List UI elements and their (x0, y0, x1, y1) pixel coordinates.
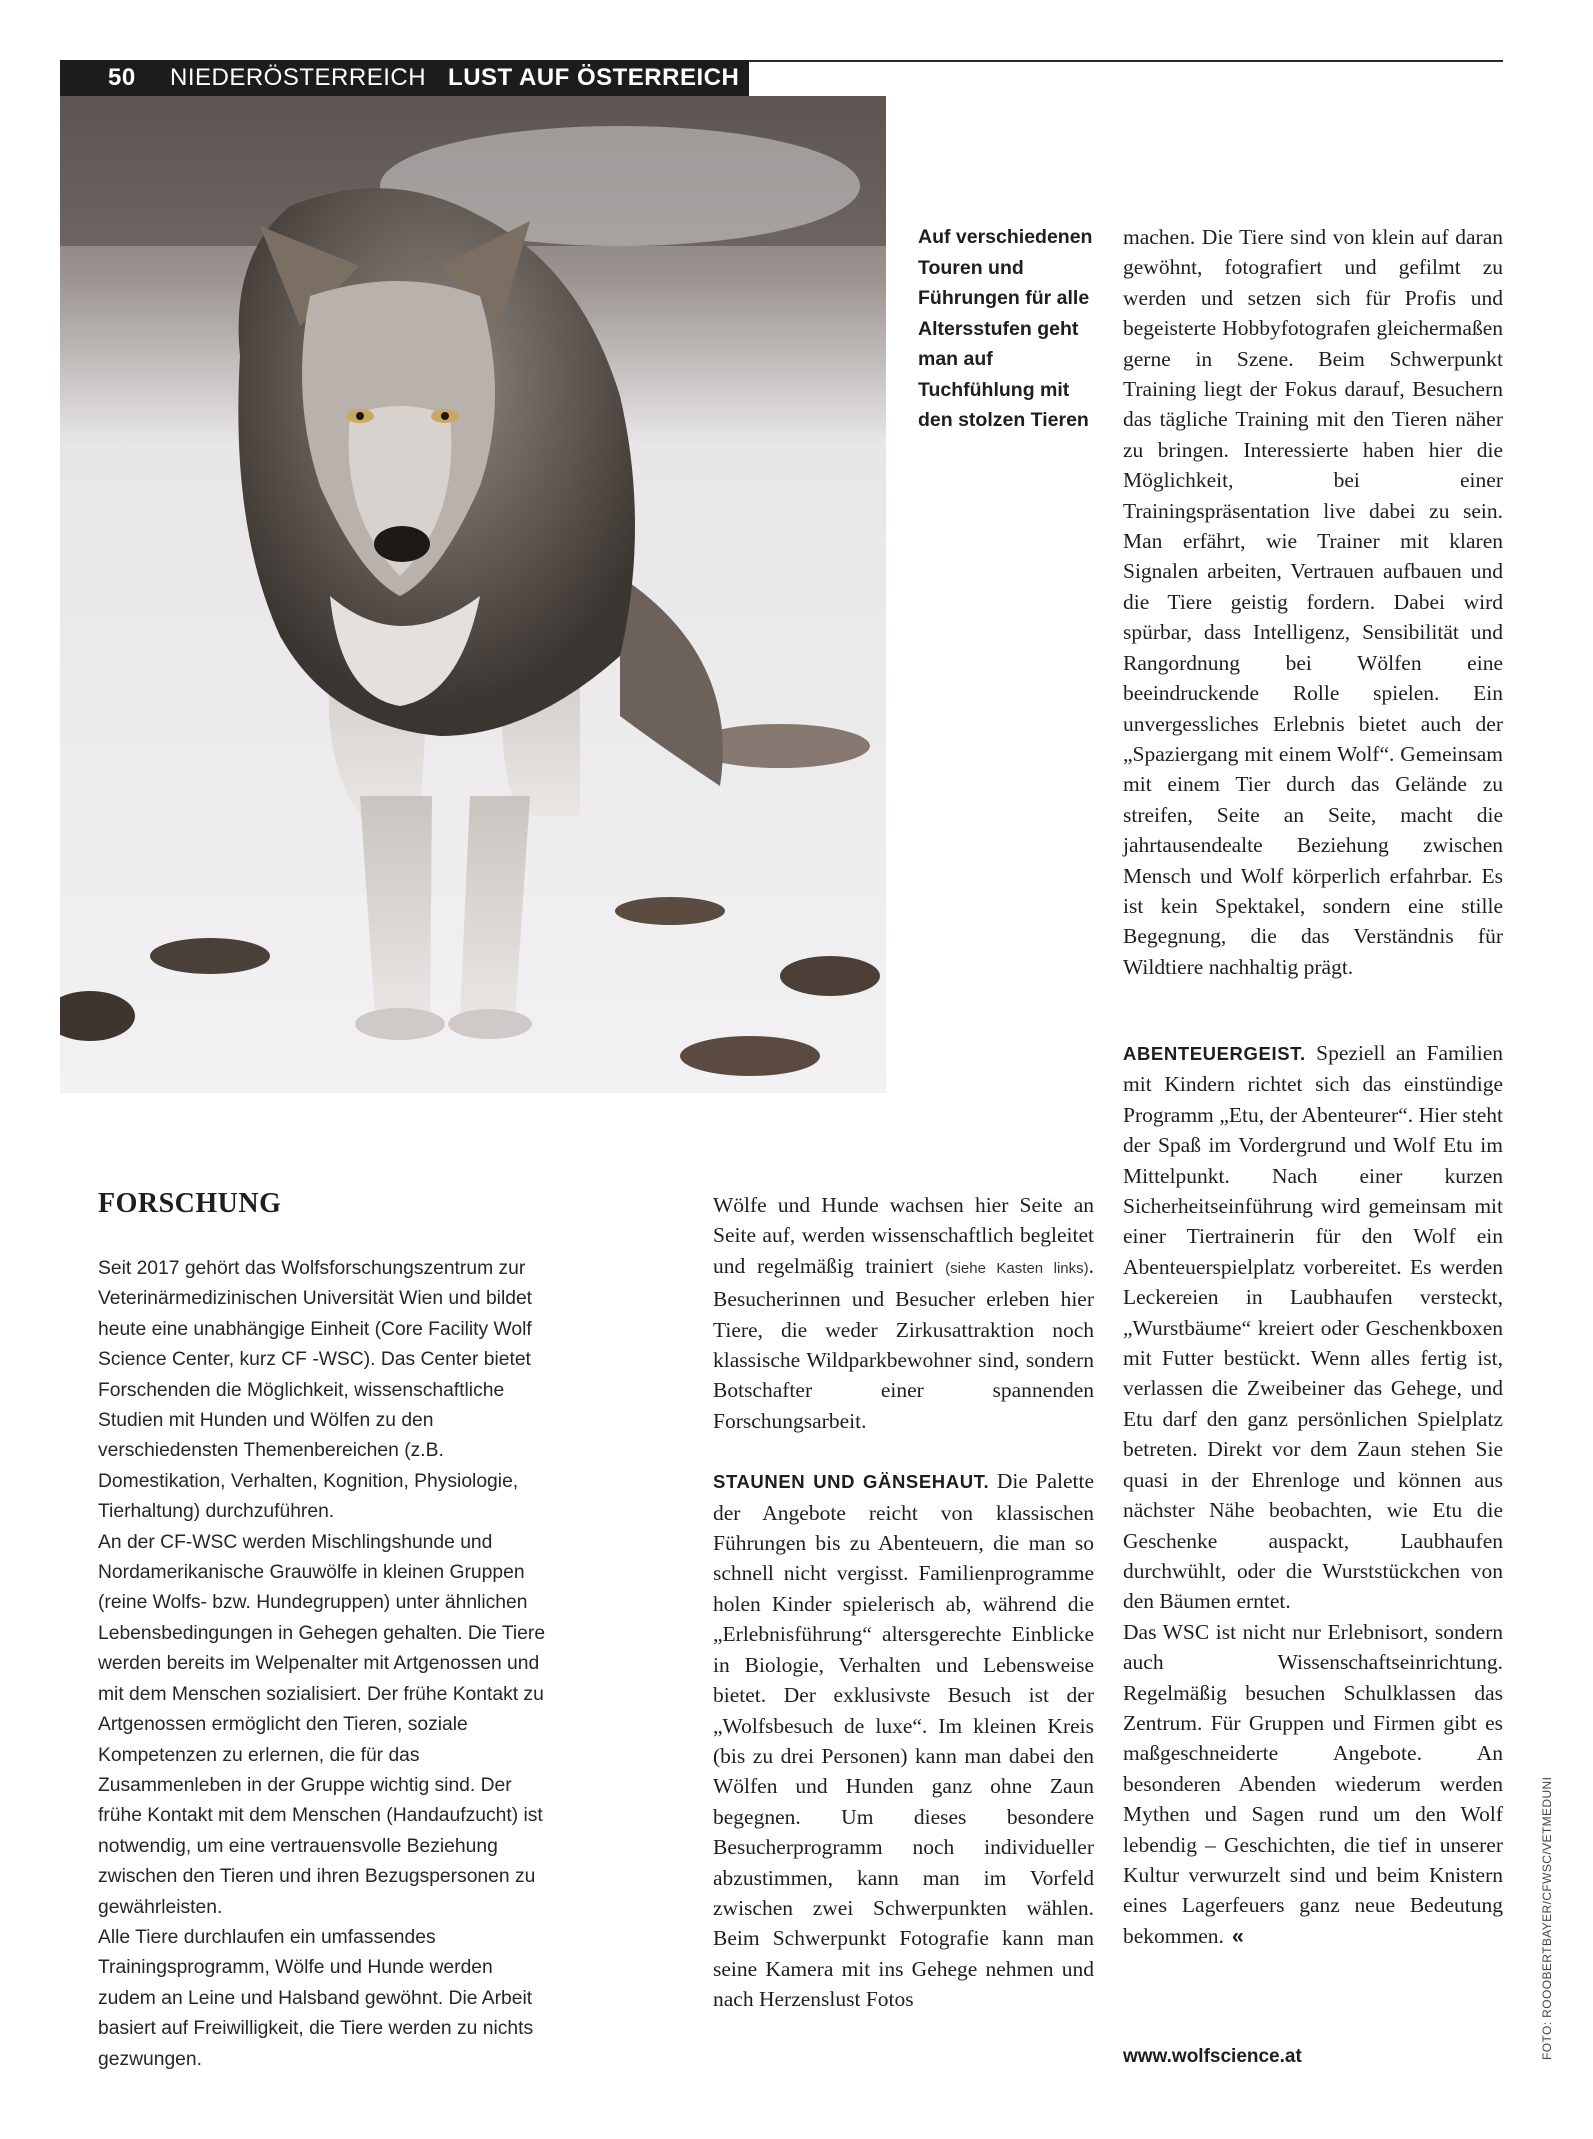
photo-credit: FOTO: ROOOBERTBAYER/CFWSC/VETMEDUNI (1540, 1776, 1554, 2060)
paragraph-text: Speziell an Familien mit Kindern richtet sich das einstündige Programm „Etu, der Abenteurer“. Hier steht der Spaß im Vordergrund und Wolf Etu im Mittelpunkt. Nach einer kurzen Sicherheitseinführung wird gemeinsam mit einer Tiertrainerin für den Wolf ein Abenteuerspielplatz vorbereitet. Es werden Leckereien in Laubhaufen versteckt, „Wurstbäume“ kreiert oder Geschenkboxen mit Futter bestückt. Wenn alles fertig ist, verlassen die Zweibeiner das Gehege, und Etu darf den ganz persönlichen Spielplatz betreten. Direkt vor dem Zaun stehen Sie quasi in der Ehrenloge und können aus nächster Nähe beobachten, wie Etu die Geschenke auspackt, Laubhaufen durchwühlt, oder die Wurststückchen von den Bäumen erntet. (1123, 1041, 1503, 1614)
section-subhead: ABENTEUERGEIST. (1123, 1043, 1306, 1064)
wolf-photo (60, 96, 886, 1093)
box-paragraph: Seit 2017 gehört das Wolfsforschungszentrum zur Veterinärmedizinischen Universität Wien und bildet heute eine unabhängige Einheit (Core Facility Wolf Science Center, kurz CF -WSC). Das Center bietet Forschenden die Möglichkeit, wissenschaftliche Studien mit Hunden und Wölfen zu den verschiedensten Themenbereichen (z.B. Domestikation, Verhalten, Kognition, Physiologie, Tierhaltung) durchzuführen. (98, 1258, 533, 1523)
website-link[interactable]: www.wolfscience.at (1123, 2046, 1302, 2067)
paragraph-gap (713, 1436, 1094, 1466)
box-paragraph: Alle Tiere durchlaufen ein umfassendes Trainingsprogramm, Wölfe und Hunde werden zudem an Leine und Halsband gewöhnt. Die Arbeit basiert auf Freiwilligkeit, die Tiere werden zu nichts gezwungen. (98, 1926, 534, 2070)
body-paragraph: machen. Die Tiere sind von klein auf daran gewöhnt, fotografiert und gefilmt zu werden und setzen sich für Profis und begeisterte Hobbyfotografen gleichermaßen gerne in Szene. Beim Schwerpunkt Training liegt der Fokus darauf, Besuchern das tägliche Training mit den Tieren näher zu bringen. Interessierte haben hier die Möglichkeit, bei einer Trainingspräsentation live dabei zu sein. Man erfährt, wie Trainer mit klaren Signalen arbeiten, Vertrauen aufbauen und die Tiere geistig fordern. Dabei wird spürbar, dass Intelligenz, Sensibilität und Rangordnung bei Wölfen eine beeindruckende Rolle spielen. Ein unvergessliches Erlebnis bietet auch der „Spaziergang mit einem Wolf“. Gemeinsam mit einem Tier durch das Gelände zu streifen, Seite an Seite, macht die jahrtausendealte Beziehung zwischen Mensch und Wolf körperlich erfahrbar. Es ist kein Spektakel, sondern eine stille Begegnung, die das Verständnis für Wildtiere nachhaltig prägt. (1123, 225, 1503, 979)
right-column-top (1123, 222, 1503, 982)
header-section: LUST AUF ÖSTERREICH (448, 64, 740, 91)
photo-caption: Auf verschiedenen Touren und Führungen für alle Altersstufen geht man auf Tuchfühlung mit den stolzen Tieren (918, 226, 1093, 431)
page-header (60, 60, 749, 96)
paragraph-text: Wölfe und Hunde wachsen hier Seite an Seite auf, werden wissenschaftlich begleitet und regelmäßig trainiert (713, 1193, 1094, 1278)
box-paragraph: An der CF-WSC werden Mischlingshunde und Nordamerikanische Grauwölfe in kleinen Gruppen (reine Wolfs- bzw. Hundegruppen) unter ähnlichen Lebensbedingungen in Gehegen gehalten. Die Tiere werden bereits im Welpenalter mit Artgenossen und mit dem Menschen sozialisiert. Der frühe Kontakt zu Artgenossen ermöglicht den Tieren, soziale Kompetenzen zu erlernen, die für das Zusammenleben in der Gruppe wichtig sind. Der frühe Kontakt mit dem Menschen (Handaufzucht) ist notwendig, um eine vertrauensvolle Beziehung zwischen den Tieren und ihren Bezugspersonen zu gewährleisten. (98, 1531, 546, 1918)
body-paragraph (1123, 1038, 1503, 1617)
body-paragraph (713, 1466, 1094, 2014)
section-subhead: STAUNEN UND GÄNSEHAUT. (713, 1471, 990, 1493)
research-box-title: FORSCHUNG (98, 1188, 282, 1219)
end-mark: « (1231, 1923, 1244, 1948)
cross-reference-note: (siehe Kasten links) (945, 1259, 1089, 1277)
body-paragraph (713, 1190, 1094, 1436)
header-region: NIEDERÖSTERREICH (170, 64, 427, 91)
page-number: 50 (108, 64, 136, 91)
middle-column (713, 1190, 1094, 2015)
research-box-text (98, 1254, 548, 2075)
paragraph-text: . Besucherinnen und Besucher erleben hier Tiere, die weder Zirkusattraktion noch klassische Wildparkbewohner sind, sondern Botschafter einer spannenden Forschungsarbeit. (713, 1253, 1094, 1433)
paragraph-text: Die Palette der Angebote reicht von klassischen Führungen bis zu Abenteuern, die man so schnell nicht vergisst. Familienprogramme holen Kinder spielerisch ab, während die „Erlebnisführung“ altersgerechte Einblicke in Biologie, Verhalten und Lebensweise bietet. Der exklusivste Besuch ist der „Wolfsbesuch de luxe“. Im kleinen Kreis (bis zu drei Personen) kann man dabei den Wölfen und Hunden ganz ohne Zaun begegnen. Um dieses besondere Besucherprogramm noch individueller abzustimmen, kann man im Vorfeld zwischen zwei Schwerpunkten wählen. Beim Schwerpunkt Fotografie kann man seine Kamera mit ins Gehege nehmen und nach Herzenslust Fotos (713, 1469, 1094, 2012)
right-column-bottom (1123, 1038, 1503, 1951)
body-paragraph (1123, 1617, 1503, 1951)
paragraph-text: Das WSC ist nicht nur Erlebnisort, sondern auch Wissenschaftseinrichtung. Regelmäßig besuchen Schulklassen das Zentrum. Für Gruppen und Firmen gibt es maßgeschneiderte Angebote. An besonderen Abenden wiederum werden Mythen und Sagen rund um den Wolf lebendig – Geschichten, die tief in unserer Kultur verwurzelt sind und beim Knistern eines Lagerfeuers ganz neue Bedeutung bekommen. (1123, 1619, 1503, 1948)
